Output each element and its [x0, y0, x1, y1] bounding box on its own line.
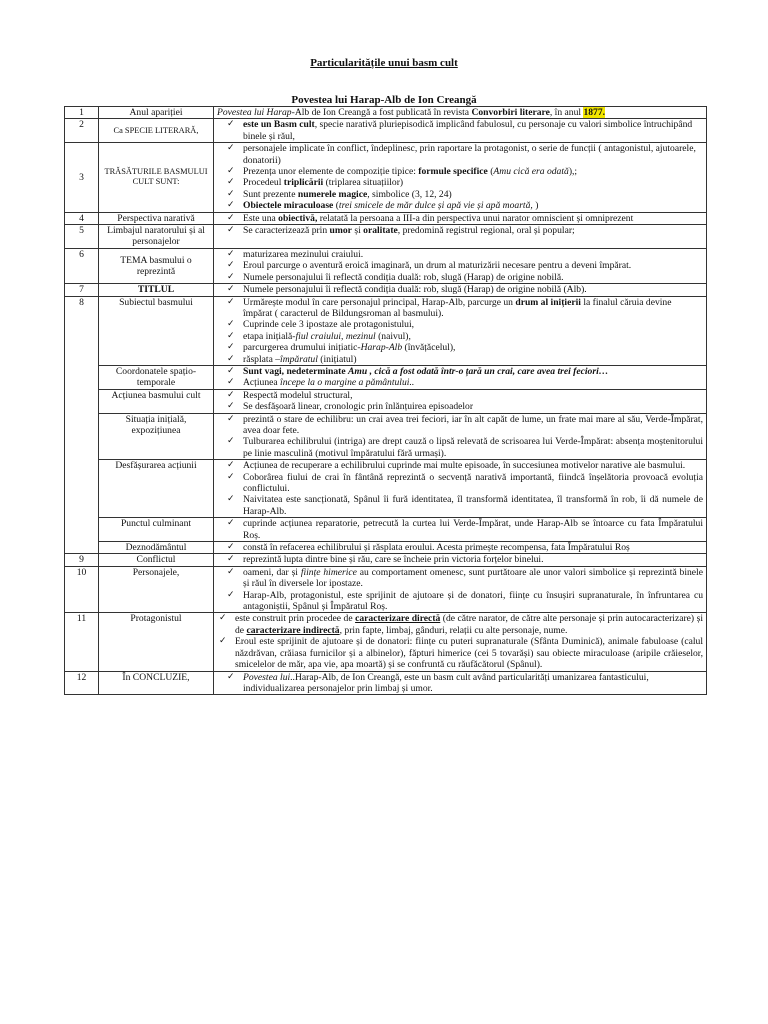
check-icon: ✓ [219, 613, 227, 624]
row-content [214, 284, 707, 296]
text-run: Se desfășoară linear, cronologic prin înlănțuirea episoadelor [243, 401, 474, 413]
row-label: Subiectul basmului [99, 296, 214, 365]
table-row [65, 542, 707, 554]
text-run: Povestea lui Harap- [217, 107, 295, 118]
text-run: Acțiunea [243, 377, 281, 389]
table-row [65, 460, 707, 518]
text-run: ..Harap-Alb, de Ion Creangă, este un basm cult având particularități umanizarea fantasticului, individualizarea personajelor prin limbaj și umor. [243, 671, 649, 694]
check-icon: ✓ [227, 436, 235, 447]
list-item [227, 200, 703, 212]
list-item [227, 671, 703, 695]
text-run: este construit prin procedee de [235, 613, 356, 625]
row-label: Situația inițială, expozițiunea [99, 413, 214, 460]
text-run: obiectivă, [278, 212, 318, 224]
row-number: 10 [65, 566, 99, 613]
check-icon: ✓ [227, 413, 235, 424]
row-number: 4 [65, 212, 99, 224]
table-row [65, 225, 707, 249]
text-run: Urmărește modul în care personajul principal, Harap-Alb, parcurge un [243, 296, 516, 308]
text-run: și [351, 225, 364, 237]
text-run: ( [487, 166, 494, 178]
text-run: oameni, dar și [243, 566, 301, 578]
list-item [227, 353, 703, 365]
text-run: Tulburarea echilibrului (intriga) are drept cauză o lipsă relevată de scrisoarea lui Verde-Împărat: absența moștenitorului pe linie masculină (motivul împăratului fără urmași). [243, 436, 703, 459]
row-content [214, 225, 707, 249]
check-icon: ✓ [227, 353, 235, 364]
row-label: Coordonatele spațio-temporale [99, 365, 214, 389]
table-row [65, 107, 707, 119]
list-item [227, 518, 703, 541]
table-row [65, 296, 707, 365]
check-icon: ✓ [227, 143, 235, 154]
check-icon: ✓ [227, 471, 235, 482]
text-run: Prezența unor elemente de compoziție tipice: [243, 166, 419, 178]
list-item [227, 296, 703, 320]
row-label: Protagonistul [99, 613, 214, 671]
list-item [227, 177, 703, 189]
row-content [214, 554, 707, 566]
row-content [214, 296, 707, 365]
table-row [65, 518, 707, 542]
text-run: Amu cică era odată [493, 166, 569, 178]
text-run: fiul craiului, mezinul [295, 330, 376, 342]
table-row [65, 119, 707, 143]
text-run: parcurgerea drumului inițiatic- [243, 342, 361, 354]
row-label: Limbajul naratorului și al personajelor [99, 225, 214, 249]
text-run: numerele magice [297, 188, 368, 200]
features-table [64, 106, 707, 695]
row-content [214, 566, 707, 613]
list-item [227, 460, 703, 472]
row-number: 3 [65, 143, 99, 212]
check-icon: ✓ [227, 401, 235, 412]
text-run: Harap-Alb [360, 342, 403, 354]
check-icon: ✓ [227, 377, 235, 388]
highlighted-year: 1877. [583, 107, 606, 118]
text-run: Numele personajului îi reflectă condiția duală: rob, slugă (Harap) de origine nobilă. [243, 271, 564, 283]
list-item [227, 119, 703, 142]
text-run: Eroul este sprijinit de ajutoare și de donatori: ființe cu puteri supranaturale (Sfânta Duminică), animale fabuloase (calul năzdrăvan, crăiasa furnicilor și a albinelor), făpturi himerice (cei 5 tovarăși) sau obiecte miraculoase (aripile crăieselor, smicelelor de măr, apa vie, apa moartă) și se confruntă cu răufăcătorul (Spânul). [235, 636, 703, 671]
text-run: reprezintă lupta dintre bine și rău, care se încheie prin victoria forțelor binelui. [243, 554, 544, 566]
check-icon: ✓ [227, 296, 235, 307]
table-row [65, 389, 707, 413]
text-run: , specie narativă pluriepisodică implicând fabulosul, cu personaje cu valori simbolice întruchipând binele și răul, [243, 119, 693, 142]
text-run: maturizarea mezinului craiului. [243, 248, 364, 260]
check-icon: ✓ [227, 284, 235, 295]
list-item [227, 377, 703, 389]
list-item [227, 212, 703, 224]
check-icon: ✓ [227, 188, 235, 199]
row-number: 5 [65, 225, 99, 249]
row-content [214, 248, 707, 283]
check-icon: ✓ [227, 212, 235, 223]
text-run: Eroul parcurge o aventură eroică imaginară, un drum al maturizării necesare pentru a deveni împărat. [243, 260, 632, 272]
check-icon: ✓ [227, 542, 235, 553]
row-content [214, 107, 707, 119]
text-run: la finalul căruia devine împărat ( caracterul de Bildungsroman al basmului). [243, 296, 672, 319]
text-run: ( [333, 200, 339, 212]
list-item [227, 566, 703, 590]
text-run: începe la o margine a pământului.. [280, 377, 415, 389]
list-item [227, 471, 703, 495]
text-run: constă în refacerea echilibrului și răsplata eroului. Acesta primește recompensa, fata Împăratului Roș [243, 542, 630, 554]
row-label: Perspectiva narativă [99, 212, 214, 224]
list-item [227, 436, 703, 459]
table-row [65, 248, 707, 283]
check-icon: ✓ [227, 554, 235, 565]
row-label: TRĂSĂTURILE BASMULUI CULT SUNT: [99, 143, 214, 212]
table-row [65, 413, 707, 460]
list-item [227, 319, 703, 331]
check-icon: ✓ [227, 225, 235, 236]
check-icon: ✓ [227, 566, 235, 577]
row-label: Punctul culminant [99, 518, 214, 542]
check-icon: ✓ [227, 460, 235, 471]
row-content [214, 365, 707, 389]
check-icon: ✓ [227, 260, 235, 271]
list-item [227, 389, 703, 401]
text-run: împăratul [280, 353, 318, 365]
text-run: relatată la persoana a III-a din perspectiva unui narator omniscient și omniprezent [317, 212, 634, 224]
row-label: Ca SPECIE LITERARĂ, [99, 119, 214, 143]
table-row [65, 284, 707, 296]
row-number: 2 [65, 119, 99, 143]
text-run: Este una [243, 212, 279, 224]
text-run: personajele implicate în conflict, îndeplinesc, prin raportare la protagonist, o serie de funcții ( antagonistul, ajutoarele, donatorii) [243, 143, 696, 166]
list-item [227, 188, 703, 200]
row-number: 11 [65, 613, 99, 671]
text-run: (de către narator, de către alte personaje și prin autocaracterizare) și de [235, 613, 704, 636]
list-item [227, 413, 703, 437]
row-label: TEMA basmului o reprezintă [99, 248, 214, 283]
row-label: Desfășurarea acțiunii [99, 460, 214, 518]
text-run: etapa inițială- [243, 330, 296, 342]
check-icon: ✓ [227, 330, 235, 341]
text-run: ființe himerice [300, 566, 357, 578]
list-item [227, 143, 703, 166]
text-run: , în anul [549, 107, 584, 118]
list-item [227, 166, 703, 178]
row-content [214, 143, 707, 212]
check-icon: ✓ [227, 589, 235, 600]
text-run: (inițiatul) [317, 353, 357, 365]
check-icon: ✓ [227, 248, 235, 259]
list-item [227, 494, 703, 517]
list-item [227, 225, 703, 237]
check-icon: ✓ [227, 494, 235, 505]
text-run: formule specifice [418, 166, 488, 178]
text-run: triplicării [283, 177, 324, 189]
list-item [227, 271, 703, 283]
text-run: Coborârea fiului de crai în fântână reprezintă o secvență narativă importantă, fiindcă înșelătoria provoacă evoluția conflictului. [243, 471, 703, 494]
row-label: Personajele, [99, 566, 214, 613]
text-run: cuprinde acțiunea reparatorie, petrecută la curtea lui Verde-Împărat, unde Harap-Alb se întoarce cu fata Împăratului Roș. [243, 518, 703, 541]
text-run: drum al inițierii [515, 296, 581, 308]
list-item [219, 613, 704, 636]
row-number: 12 [65, 671, 99, 695]
row-content [214, 413, 707, 460]
text-run: ) [532, 200, 539, 212]
text-run: Sunt vagi, nedeterminate [243, 365, 348, 377]
text-run: Harap-Alb, protagonistul, este sprijinit de ajutoare și de donatori, ființe cu însușiri supranaturale, în înfruntarea cu antagoniștii, Spânul și Împăratul Roș. [243, 589, 703, 613]
table-row [65, 554, 707, 566]
table-row [65, 212, 707, 224]
table-title: Povestea lui Harap-Alb de Ion Creangă [291, 94, 477, 106]
text-run: Convorbiri literare [471, 107, 550, 118]
text-run: Cuprinde cele 3 ipostaze ale protagonistului, [243, 319, 415, 331]
check-icon: ✓ [219, 636, 227, 647]
list-item [227, 330, 703, 342]
row-content [214, 518, 707, 542]
list-item [219, 636, 703, 671]
check-icon: ✓ [227, 319, 235, 330]
row-number: 1 [65, 107, 99, 119]
text-run: Numele personajului îi reflectă condiția duală: rob, slugă (Harap) de origine nobilă (Alb). [243, 284, 587, 296]
check-icon: ✓ [227, 389, 235, 400]
check-icon: ✓ [227, 166, 235, 177]
row-content [214, 119, 707, 143]
table-row [65, 365, 707, 389]
text-run: Acțiunea de recuperare a echilibrului cuprinde mai multe episoade, în succesiunea motivelor narative ale basmului. [243, 460, 686, 472]
text-run: oralitate [363, 225, 398, 237]
list-item [227, 365, 703, 377]
check-icon: ✓ [227, 177, 235, 188]
table-row [65, 143, 707, 212]
row-number: 8 [65, 296, 99, 554]
document-title: Particularitățile unui basm cult [310, 57, 458, 69]
row-number: 9 [65, 554, 99, 566]
list-item [227, 342, 703, 354]
row-label: TITLUL [99, 284, 214, 296]
list-item [227, 260, 703, 272]
text-run: Sunt prezente [243, 188, 298, 200]
text-run: Povestea lui [243, 671, 291, 683]
table-row [65, 613, 707, 671]
text-run: (învățăcelul), [402, 342, 456, 354]
check-icon: ✓ [227, 365, 235, 376]
row-content [214, 212, 707, 224]
row-content [214, 389, 707, 413]
table-row [65, 566, 707, 613]
list-item [227, 554, 703, 566]
list-item [227, 284, 703, 296]
check-icon: ✓ [227, 671, 235, 682]
row-content [214, 460, 707, 518]
list-item [227, 401, 703, 413]
text-run: , simbolice (3, 12, 24) [367, 188, 452, 200]
text-run: caracterizare directă [355, 613, 441, 625]
text-run: , prin fapte, limbaj, gânduri, relații cu alte personaje, nume. [339, 624, 568, 636]
check-icon: ✓ [227, 119, 235, 130]
text-run: Se caracterizează prin [243, 225, 330, 237]
check-icon: ✓ [227, 518, 235, 529]
check-icon: ✓ [227, 200, 235, 211]
list-item [227, 248, 703, 260]
text-run: , predomină registrul regional, oral și popular; [397, 225, 575, 237]
row-label: Conflictul [99, 554, 214, 566]
text-run: au comportament omenesc, sunt purtătoare ale unor valori simbolice și reprezintă binele și răul în diversele lor ipostaze. [243, 566, 703, 590]
list-item [227, 542, 703, 554]
row-number: 7 [65, 284, 99, 296]
row-content [214, 542, 707, 554]
row-content [214, 613, 707, 671]
text-run: umor [329, 225, 352, 237]
text-run: este un Basm cult [243, 119, 315, 131]
row-label: Deznodământul [99, 542, 214, 554]
text-run: Alb de Ion Creangă a fost publicată în revista [294, 107, 472, 118]
list-item [227, 589, 703, 613]
row-number: 6 [65, 248, 99, 283]
text-run: (triplarea situațiilor) [323, 177, 404, 189]
text-run: Procedeul [243, 177, 284, 189]
text-run: caracterizare indirectă [246, 624, 340, 636]
row-label: În CONCLUZIE, [99, 671, 214, 695]
row-label: Anul apariției [99, 107, 214, 119]
text-run: Obiectele miraculoase [243, 200, 334, 212]
text-run: prezintă o stare de echilibru: un crai avea trei feciori, iar în alt capăt de lume, un frate mai mare al său, Verde-Împărat, avea doar fete. [243, 413, 703, 436]
text-run: Respectă modelul structural, [243, 389, 353, 401]
text-run: Naivitatea este sancționată, Spânul îi fură identitatea, îl transformă identitatea, îl transformă în rob, îi dă numele de Harap-Alb. [243, 494, 703, 517]
row-content [214, 671, 707, 695]
check-icon: ✓ [227, 342, 235, 353]
check-icon: ✓ [227, 271, 235, 282]
text-run: trei smicele de măr dulce și apă vie și apă moartă, [338, 200, 533, 212]
text-run: răsplata – [243, 353, 281, 365]
row-label: Acțiunea basmului cult [99, 389, 214, 413]
text-run: ),; [568, 166, 578, 178]
text-run: (naivul), [375, 330, 411, 342]
table-row [65, 671, 707, 695]
text-run: Amu , cică a fost odată într-o țară un crai, care avea trei feciori… [348, 365, 609, 377]
